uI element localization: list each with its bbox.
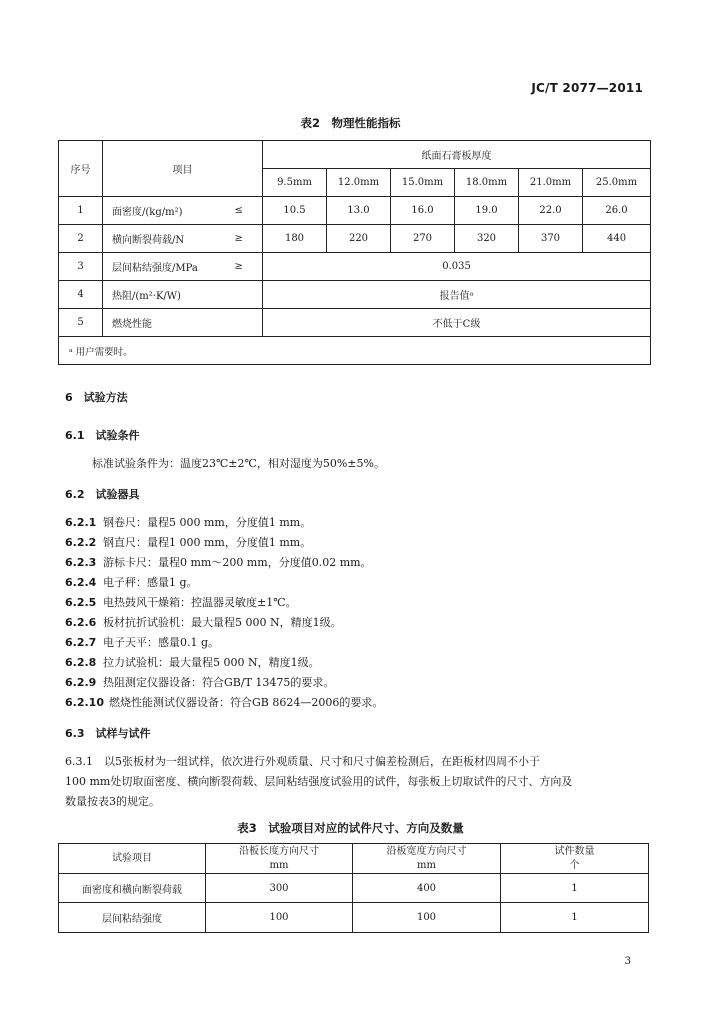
header-text: 试件数量 [554, 845, 595, 857]
list-item [65, 654, 320, 670]
table2-col-seq: 序号 [59, 141, 103, 197]
item-number: 6.2.8 [65, 656, 97, 669]
item-text: 拉力试验机：最大量程5 000 N，精度1级。 [103, 656, 320, 669]
item-text: 钢直尺：量程1 000 mm，分度值1 mm。 [103, 536, 312, 549]
row-symbol: ≥ [233, 253, 263, 281]
table-row [59, 309, 651, 337]
standard-number: JC/T 2077—2011 [531, 81, 643, 95]
item-text: 钢卷尺：量程5 000 mm，分度值1 mm。 [103, 516, 312, 529]
header-text: 试验项目 [112, 852, 152, 864]
table-row [59, 874, 649, 903]
section-6-1-title: 6.1 试验条件 [65, 429, 140, 442]
cell-value: 1 [501, 903, 649, 933]
item-number: 6.2.4 [65, 576, 97, 589]
row-item: 面密度/(kg/m²) [103, 197, 233, 225]
table2-physical-properties [58, 140, 651, 365]
item-text: 燃烧性能测试仪器设备：符合GB 8624—2006的要求。 [109, 696, 384, 709]
header-text: 沿板宽度方向尺寸 [386, 845, 467, 857]
item-text: 板材抗折试验机：最大量程5 000 N，精度1级。 [103, 616, 342, 629]
list-item [65, 514, 311, 530]
cell-value: 300 [206, 874, 353, 903]
item-number: 6.2.2 [65, 536, 97, 549]
section-6-3-1-line2: 100 mm处切取面密度、横向断裂荷载、层间粘结强度试验用的试件，每张板上切取试件的尺寸、方向及 [65, 775, 573, 788]
item-number: 6.2.6 [65, 616, 97, 629]
cell-value: 400 [353, 874, 501, 903]
thickness-header: 18.0mm [455, 169, 519, 197]
table-row [59, 225, 651, 253]
thickness-header: 21.0mm [519, 169, 583, 197]
list-item [65, 614, 342, 630]
table3-caption: 表3 试验项目对应的试件尺寸、方向及数量 [237, 821, 464, 835]
section-6-3-title: 6.3 试样与试件 [65, 727, 151, 740]
item-text: 热阻测定仪器设备：符合GB/T 13475的要求。 [103, 676, 335, 689]
cell-value: 1 [501, 874, 649, 903]
table3-header-row [59, 844, 649, 874]
item-text: 电子天平：感量0.1 g。 [103, 636, 220, 649]
thickness-header: 9.5mm [263, 169, 327, 197]
item-number: 6.2.1 [65, 516, 97, 529]
row-item: 热阻/(m²·K/W) [103, 281, 233, 309]
cell-value: 220 [327, 225, 391, 253]
row-symbol: ≥ [233, 225, 263, 253]
table-row [59, 903, 649, 933]
list-item [65, 574, 198, 590]
list-item [65, 694, 383, 710]
row-number: 4 [59, 281, 103, 309]
row-symbol [233, 309, 263, 337]
table2-col-item: 项目 [103, 141, 263, 197]
table2-caption: 表2 物理性能指标 [300, 116, 401, 130]
cell-item: 层间粘结强度 [59, 903, 206, 933]
cell-value: 320 [455, 225, 519, 253]
cell-value: 16.0 [391, 197, 455, 225]
table2-group-header: 纸面石膏板厚度 [263, 141, 651, 169]
section-6-3-1-line3: 数量按表3的规定。 [65, 795, 160, 808]
row-number: 2 [59, 225, 103, 253]
header-unit: mm [417, 859, 436, 871]
item-number: 6.2.5 [65, 596, 97, 609]
item-text: 电热鼓风干燥箱：控温器灵敏度±1℃。 [103, 596, 297, 609]
cell-value: 370 [519, 225, 583, 253]
cell-value: 10.5 [263, 197, 327, 225]
list-item [65, 634, 219, 650]
row-number: 5 [59, 309, 103, 337]
row-number: 3 [59, 253, 103, 281]
table3-col-length [206, 844, 353, 874]
table2-footnote-row [59, 337, 651, 365]
item-number: 6.2.9 [65, 676, 97, 689]
cell-value-span: 0.035 [263, 253, 651, 281]
thickness-header: 12.0mm [327, 169, 391, 197]
cell-value: 100 [353, 903, 501, 933]
list-item [65, 594, 297, 610]
row-symbol: ≤ [233, 197, 263, 225]
cell-item: 面密度和横向断裂荷载 [59, 874, 206, 903]
section-6-1-text: 标准试验条件为：温度23℃±2℃，相对湿度为50%±5%。 [92, 457, 385, 470]
row-number: 1 [59, 197, 103, 225]
section-6-title: 6 试验方法 [65, 391, 128, 404]
table3-col-count [501, 844, 649, 874]
item-text: 电子秤：感量1 g。 [103, 576, 198, 589]
list-item [65, 554, 372, 570]
row-item: 横向断裂荷载/N [103, 225, 233, 253]
cell-value: 100 [206, 903, 353, 933]
section-6-3-1-line1: 6.3.1 以5张板材为一组试样，依次进行外观质量、尺寸和尺寸偏差检测后，在距板材四周不小于 [65, 755, 540, 768]
thickness-header: 15.0mm [391, 169, 455, 197]
section-6-2-title: 6.2 试验器具 [65, 488, 140, 501]
list-item [65, 674, 334, 690]
table-row [59, 197, 651, 225]
item-text: 游标卡尺：量程0 mm～200 mm，分度值0.02 mm。 [103, 556, 372, 569]
table3-col-item [59, 844, 206, 874]
header-unit: 个 [569, 859, 580, 871]
cell-value: 270 [391, 225, 455, 253]
row-item: 层间粘结强度/MPa [103, 253, 233, 281]
table2-footnote: ᵃ 用户需要时。 [59, 337, 651, 365]
cell-value: 180 [263, 225, 327, 253]
cell-value: 22.0 [519, 197, 583, 225]
table-row [59, 281, 651, 309]
cell-value-span: 报告值ᵃ [263, 281, 651, 309]
header-text: 沿板长度方向尺寸 [239, 845, 319, 857]
list-item [65, 534, 311, 550]
cell-value-span: 不低于C级 [263, 309, 651, 337]
table3-specimen-sizes [58, 843, 649, 933]
table2-header-row [59, 141, 651, 169]
item-number: 6.2.10 [65, 696, 104, 709]
cell-value: 26.0 [583, 197, 651, 225]
table3-col-width [353, 844, 501, 874]
page-number: 3 [624, 956, 631, 967]
thickness-header: 25.0mm [583, 169, 651, 197]
row-symbol [233, 281, 263, 309]
row-item: 燃烧性能 [103, 309, 233, 337]
item-number: 6.2.3 [65, 556, 97, 569]
cell-value: 13.0 [327, 197, 391, 225]
header-unit: mm [269, 859, 289, 871]
cell-value: 19.0 [455, 197, 519, 225]
table-row [59, 253, 651, 281]
cell-value: 440 [583, 225, 651, 253]
item-number: 6.2.7 [65, 636, 97, 649]
